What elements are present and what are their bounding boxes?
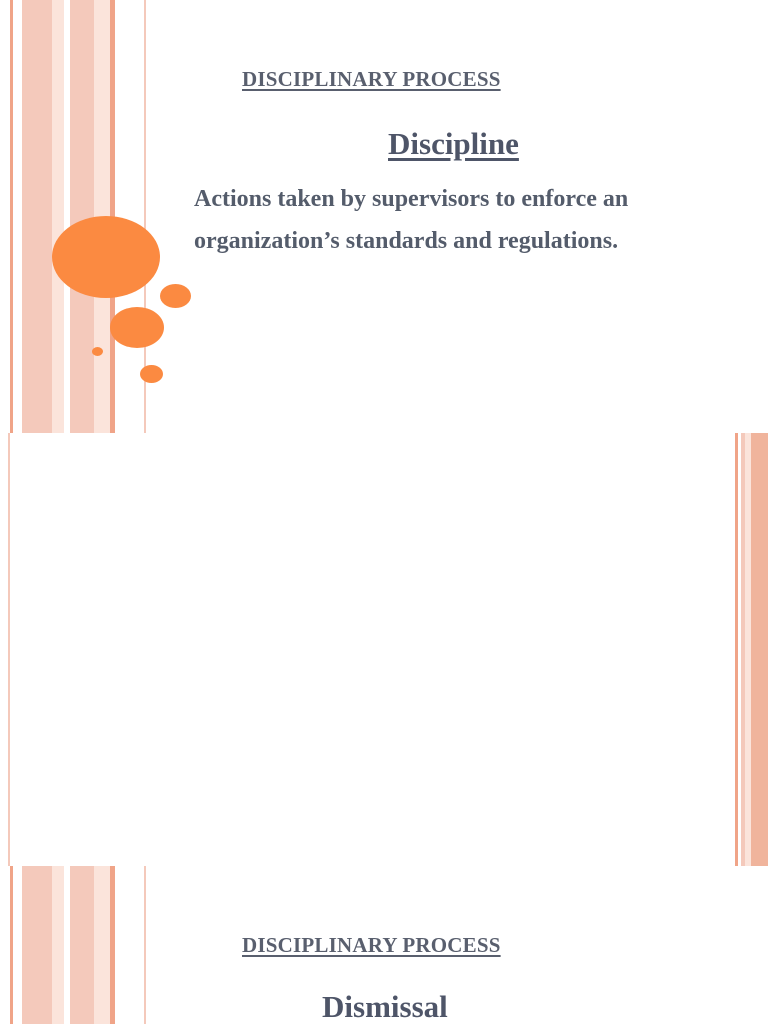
slide-heading: Dismissal (322, 989, 448, 1024)
slide-eyebrow-title: DISCIPLINARY PROCESS (242, 67, 501, 91)
decorative-bubble-small (140, 365, 163, 383)
left-hairline (8, 433, 10, 866)
slide-heading: Discipline (388, 126, 519, 161)
decorative-bubble-medium (110, 307, 164, 348)
slide-discipline (0, 0, 768, 433)
decorative-bubble-large (52, 216, 160, 298)
decorative-bubble-tiny (92, 347, 103, 356)
decorative-bubble-small (160, 284, 191, 308)
slide-eyebrow-title: DISCIPLINARY PROCESS (242, 933, 501, 957)
slide-body-text: Actions taken by supervisors to enforce an organization’s standards and regulations. (194, 186, 629, 254)
slide-written-warning (0, 433, 768, 866)
